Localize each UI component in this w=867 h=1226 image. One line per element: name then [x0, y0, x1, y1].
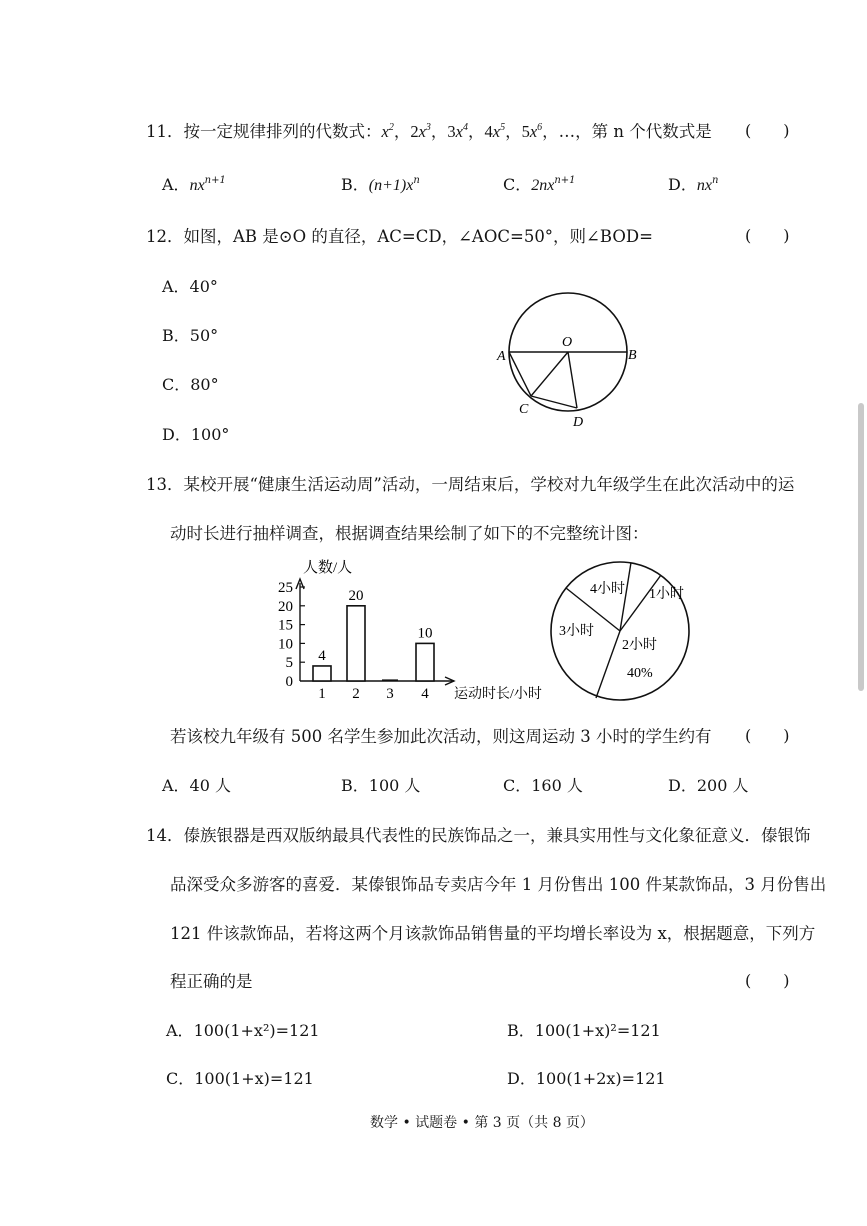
q13-option-c: C．160 人 [503, 776, 583, 795]
bar-chart-ylabel: 人数/人 [303, 560, 353, 576]
q12-stem: 12．如图，AB 是⊙O 的直径，AC=CD，∠AOC=50°，则∠BOD= [146, 227, 653, 246]
segment-ac [509, 352, 531, 396]
segment-od [568, 352, 577, 408]
point-b-label: B [628, 348, 637, 363]
q13-option-a: A．40 人 [162, 776, 232, 795]
q14-option-b: B．100(1+x)²=121 [507, 1021, 661, 1040]
bar-chart-xtick-label: 4 [421, 686, 429, 702]
q12-answer-paren: ( ) [745, 226, 790, 245]
bar-chart [258, 553, 570, 703]
bar-chart-bar [313, 666, 331, 681]
q13-stem-line-2: 动时长进行抽样调查，根据调查结果绘制了如下的不完整统计图： [170, 524, 649, 543]
q12-option-d: D．100° [162, 425, 230, 444]
point-d-label: D [573, 415, 584, 430]
bar-chart-ytick-label: 15 [278, 617, 293, 634]
q14-stem-line-2: 品深受众多游客的喜爱．某傣银饰品专卖店今年 1 月份售出 100 件某款饰品，3 月份售出 [170, 875, 827, 894]
q14-option-c: C．100(1+x)=121 [166, 1069, 314, 1088]
pie-slice-label-3h: 3小时 [559, 624, 594, 639]
pie-slice-label-4h: 4小时 [590, 582, 625, 597]
q12-option-b: B．50° [162, 326, 219, 345]
bar-chart-ytick-label: 25 [278, 580, 293, 596]
bar-chart-xtick-label: 2 [352, 686, 360, 702]
q14-answer-paren: ( ) [745, 971, 790, 990]
bar-chart-data-label: 10 [417, 625, 433, 642]
q11-term-5: $5x^6$ [521, 122, 543, 141]
q12-option-a: A．40° [162, 277, 218, 296]
q14-stem-line-1: 14．傣族银器是西双版纳最具代表性的民族饰品之一，兼具实用性与文化象征意义．傣银饰 [146, 826, 811, 845]
q11-option-b: B．$(n+1)x^n$ [341, 175, 420, 194]
pie-divider-3 [596, 631, 620, 698]
bar-chart-bar [416, 643, 434, 681]
bar-chart-bar [347, 606, 365, 681]
q12-option-c: C．80° [162, 375, 219, 394]
bar-chart-ytick-label: 20 [278, 598, 293, 615]
q11-answer-paren: ( ) [745, 121, 790, 140]
q14-option-d: D．100(1+2x)=121 [507, 1069, 666, 1088]
q13-answer-paren: ( ) [745, 726, 790, 745]
q14-option-a: A．100(1+x²)=121 [166, 1021, 320, 1040]
q11-stem-suffix: ，…，第 n 个代数式是 [542, 122, 712, 141]
point-o-label: O [562, 335, 573, 350]
bar-chart-ytick-label: 0 [285, 674, 293, 690]
q11-term-2: $2x^3$ [410, 122, 431, 141]
q13-option-d: D．200 人 [668, 776, 749, 795]
pie-divider-2 [620, 575, 661, 631]
pie-chart [546, 560, 696, 705]
q13-option-b: B．100 人 [341, 776, 421, 795]
segment-oc [531, 352, 568, 396]
q11-option-c: C．$2nx^{n+1}$ [503, 175, 576, 194]
q11-option-a: A．$nx^{n+1}$ [162, 175, 226, 194]
bar-chart-ytick-label: 5 [285, 655, 293, 672]
q13-question: 若该校九年级有 500 名学生参加此次活动，则这周运动 3 小时的学生约有 [170, 727, 712, 746]
bar-chart-xlabel: 运动时长/小时 [454, 687, 542, 702]
point-c-label: C [519, 402, 529, 417]
point-a-label: A [497, 349, 506, 364]
pie-slice-label-1h: 1小时 [649, 587, 684, 602]
pie-slice-label-2h: 2小时 [622, 638, 657, 653]
q11-option-d: D．$nx^n$ [668, 175, 719, 194]
q11-term-4: $4x^5$ [484, 122, 506, 141]
q14-stem-line-3: 121 件该款饰品，若将这两个月该款饰品销售量的平均增长率设为 x，根据题意，下列方 [170, 924, 816, 943]
vertical-scrollbar-thumb[interactable] [858, 403, 864, 691]
q13-stem-line-1: 13．某校开展“健康生活运动周”活动，一周结束后，学校对九年级学生在此次活动中的运 [146, 475, 795, 494]
bar-chart-xtick-label: 1 [318, 686, 326, 702]
bar-chart-data-label: 20 [348, 587, 364, 604]
bar-chart-ytick-label: 10 [278, 636, 293, 653]
bar-chart-xtick-label: 3 [386, 686, 394, 702]
q11-term-1: $x^2$ [381, 122, 394, 141]
page-footer: 数学 • 试题卷 • 第 3 页（共 8 页） [370, 1115, 594, 1131]
q12-circle-figure [495, 292, 645, 432]
q11-stem: 11．按一定规律排列的代数式：$x^2$，$2x^3$，$3x^4$，$4x^5$，$5x^6$，…，第 n 个代数式是 [146, 122, 712, 141]
q11-stem-prefix: 11．按一定规律排列的代数式： [146, 122, 382, 141]
bar-chart-data-label: 4 [318, 647, 326, 664]
pie-slice-value-2h: 40% [627, 666, 653, 681]
q14-stem-line-4: 程正确的是 [170, 972, 253, 991]
q11-term-3: $3x^4$ [447, 122, 468, 141]
